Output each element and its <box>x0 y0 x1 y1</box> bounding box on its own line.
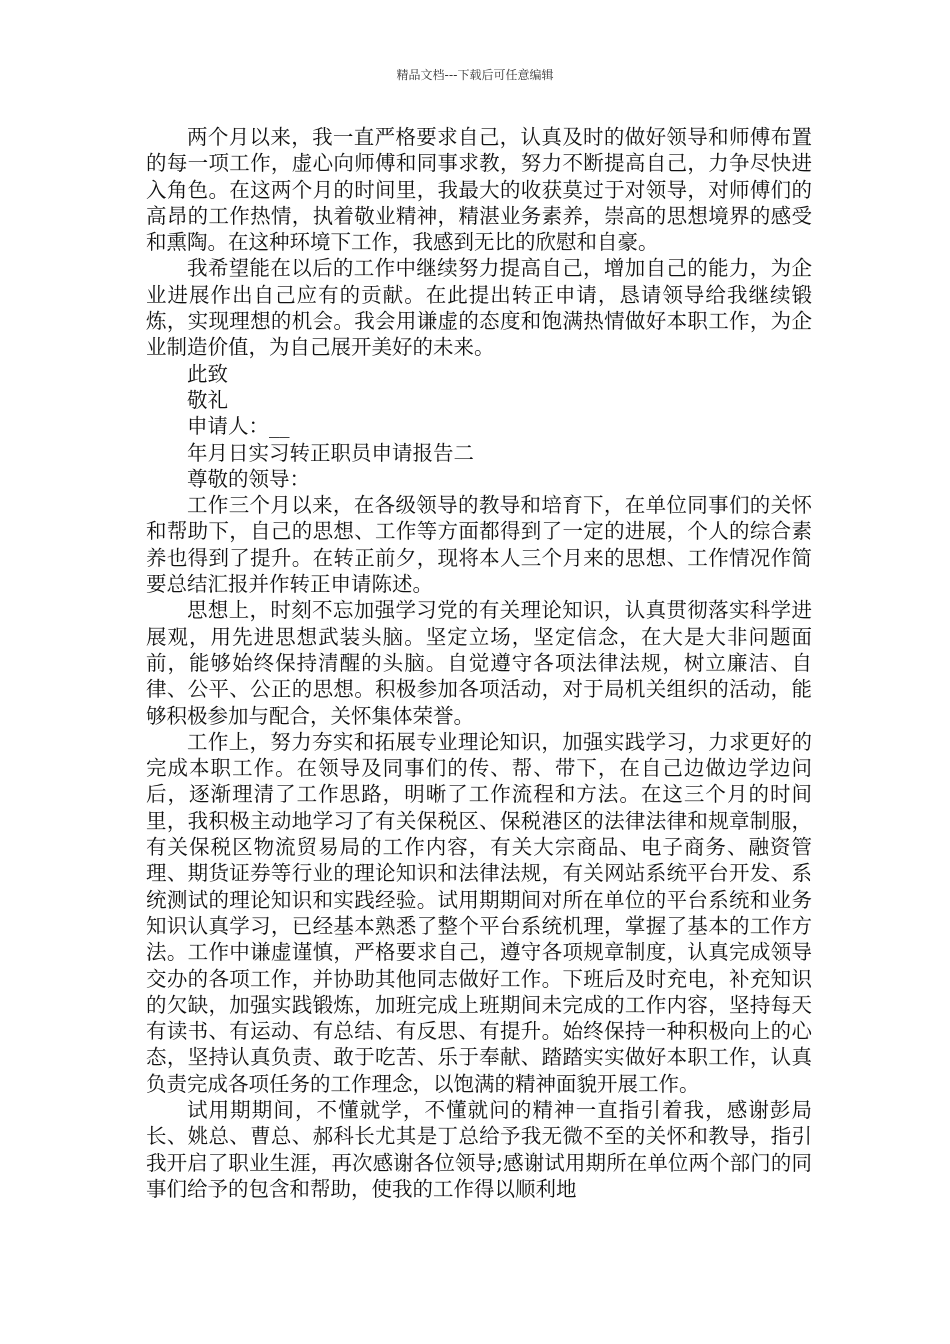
paragraph-intro: 工作三个月以来，在各级领导的教导和培育下，在单位同事们的关怀和帮助下，自己的思想、工作等方面都得到了一定的进展，个人的综合素养也得到了提升。在转正前夕，现将本人三个月来的思想、工作情况作简要总结汇报并作转正申请陈述。 <box>146 493 812 597</box>
paragraph-2: 我希望能在以后的工作中继续努力提高自己，增加自己的能力，为企业进展作出自己应有的贡献。在此提出转正申请，恳请领导给我继续锻炼，实现理想的机会。我会用谦虚的态度和饱满热情做好本职工作，为企业制造价值，为自己展开美好的未来。 <box>146 256 812 360</box>
paragraph-work: 工作上，努力夯实和拓展专业理论知识，加强实践学习，力求更好的完成本职工作。在领导及同事们的传、帮、带下，在自己边做边学边问后，逐渐理清了工作思路，明晰了工作流程和方法。在这三个月的时间里，我积极主动地学习了有关保税区、保税港区的法律法律和规章制服，有关保税区物流贸易局的工作内容，有关大宗商品、电子商务、融资管理、期货证券等行业的理论知识和法律法规，有关网站系统平台开发、系统测试的理论知识和实践经验。试用期期间对所在单位的平台系统和业务知识认真学习，已经基本熟悉了整个平台系统机理，掌握了基本的工作方法。工作中谦虚谨慎，严格要求自己，遵守各项规章制度，认真完成领导交办的各项工作，并协助其他同志做好工作。下班后及时充电，补充知识的欠缺，加强实践锻炼，加班完成上班期间未完成的工作内容，坚持每天有读书、有运动、有总结、有反思、有提升。始终保持一种积极向上的心态，坚持认真负责、敢于吃苦、乐于奉献、踏踏实实做好本职工作，认真负责完成各项任务的工作理念，以饱满的精神面貌开展工作。 <box>146 729 812 1096</box>
applicant-signature: 申请人：__ <box>187 414 290 439</box>
paragraph-thanks: 试用期期间，不懂就学，不懂就问的精神一直指引着我，感谢彭局长、姚总、曹总、郝科长尤其是丁总给予我无微不至的关怀和教导，指引我开启了职业生涯，再次感谢各位领导;感谢试用期所在单位两个部门的同事们给予的包含和帮助，使我的工作得以顺利地 <box>146 1097 812 1201</box>
closing-regards: 敬礼 <box>187 387 228 412</box>
page-header-watermark: 精品文档---下载后可任意编辑 <box>396 68 554 82</box>
greeting: 尊敬的领导： <box>187 466 310 491</box>
closing-salutation: 此致 <box>187 361 228 386</box>
paragraph-thought: 思想上，时刻不忘加强学习党的有关理论知识，认真贯彻落实科学进展观，用先进思想武装头脑。坚定立场，坚定信念，在大是大非问题面前，能够始终保持清醒的头脑。自觉遵守各项法律法规，树立廉洁、自律、公平、公正的思想。积极参加各项活动，对于局机关组织的活动，能够积极参加与配合，关怀集体荣誉。 <box>146 598 812 728</box>
document-body <box>146 124 812 1202</box>
paragraph-1: 两个月以来，我一直严格要求自己，认真及时的做好领导和师傅布置的每一项工作，虚心向师傅和同事求教，努力不断提高自己，力争尽快进入角色。在这两个月的时间里，我最大的收获莫过于对领导，对师傅们的高昂的工作热情，执着敬业精神，精湛业务素养，崇高的思想境界的感受和熏陶。在这种环境下工作，我感到无比的欣慰和自豪。 <box>146 125 812 255</box>
section-title: 年月日实习转正职员申请报告二 <box>187 440 474 465</box>
